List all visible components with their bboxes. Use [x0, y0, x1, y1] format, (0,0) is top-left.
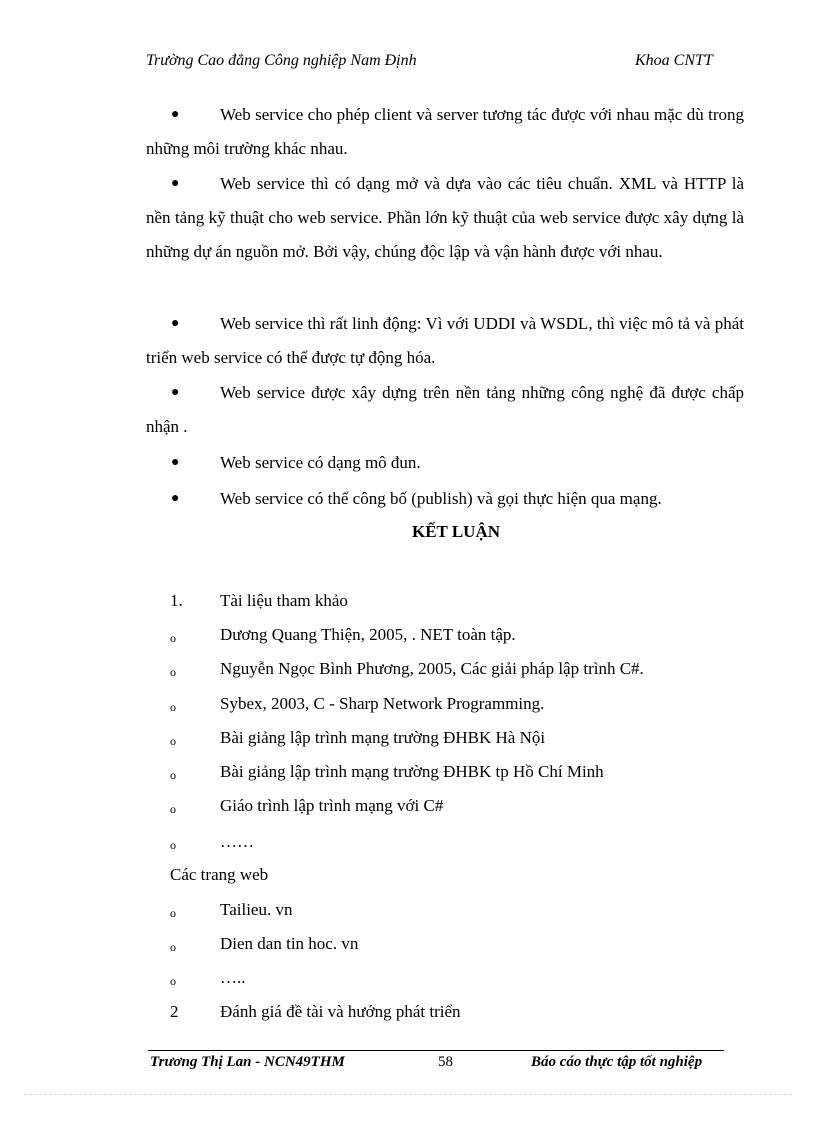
bullet-icon: ●: [171, 455, 180, 470]
bullet-text: Web service có thể công bố (publish) và gọi thực hiện qua mạng.: [220, 489, 662, 508]
list-item: [170, 931, 730, 957]
bullet-icon: ●: [171, 385, 180, 400]
bullet-text: Web service có dạng mô đun.: [220, 453, 421, 472]
circle-bullet-icon: o: [170, 940, 176, 954]
footer-divider: [148, 1050, 724, 1051]
circle-bullet-icon: o: [170, 906, 176, 920]
website-text: Dien dan tin hoc. vn: [220, 934, 359, 953]
circle-bullet-icon: o: [170, 665, 176, 679]
bullet-item: [146, 167, 744, 269]
header-faculty: Khoa CNTT: [635, 52, 713, 69]
footer-author: Trương Thị Lan - NCN49THM: [150, 1054, 345, 1070]
bullet-item: [146, 98, 744, 166]
page-break-divider: [24, 1094, 792, 1095]
bullet-item: [146, 307, 744, 375]
circle-bullet-icon: o: [170, 700, 176, 714]
list-item: [170, 656, 730, 682]
page-number: 58: [438, 1054, 453, 1070]
bullet-icon: ●: [171, 316, 180, 331]
bullet-text: Web service được xây dựng trên nền tảng những công nghệ đã được chấp nhận .: [146, 383, 744, 436]
websites-heading: Các trang web: [170, 865, 269, 884]
reference-text: ……: [220, 832, 254, 851]
list-item: [170, 829, 730, 855]
circle-bullet-icon: o: [170, 974, 176, 988]
bullet-text: Web service cho phép client và server tương tác được với nhau mặc dù trong những môi trường khác nhau.: [146, 105, 744, 158]
reference-text: Bài giảng lập trình mạng trường ĐHBK Hà Nội: [220, 728, 546, 747]
circle-bullet-icon: o: [170, 838, 176, 852]
references-heading-row: [170, 588, 730, 614]
list-item: [170, 622, 730, 648]
bullet-item: [146, 482, 744, 516]
circle-bullet-icon: o: [170, 802, 176, 816]
bullet-icon: ●: [171, 491, 180, 506]
list-item: [170, 965, 730, 991]
references-heading: Tài liệu tham khảo: [220, 591, 348, 610]
footer-report: Báo cáo thực tập tốt nghiệp: [531, 1054, 703, 1070]
page-footer: [150, 1054, 724, 1076]
reference-text: Nguyễn Ngọc Bình Phương, 2005, Các giải pháp lập trình C#.: [220, 659, 644, 678]
list-item: [170, 759, 730, 785]
list-item: [170, 725, 730, 751]
conclusion-title: KẾT LUẬN: [411, 522, 500, 541]
list-item: [170, 691, 730, 717]
reference-text: Giáo trình lập trình mạng với C#: [220, 796, 444, 815]
bullet-item: [146, 446, 744, 480]
website-text: …..: [220, 968, 246, 987]
circle-bullet-icon: o: [170, 768, 176, 782]
list-item: [170, 793, 730, 819]
bullet-item: [146, 376, 744, 444]
section-number: 1.: [170, 591, 183, 610]
section2-heading: Đánh giá đề tài và hướng phát triển: [220, 1002, 461, 1021]
circle-bullet-icon: o: [170, 734, 176, 748]
section2-row: [170, 999, 730, 1025]
website-text: Tailieu. vn: [220, 900, 293, 919]
circle-bullet-icon: o: [170, 631, 176, 645]
reference-text: Dương Quang Thiện, 2005, . NET toàn tập.: [220, 625, 516, 644]
reference-text: Bài giảng lập trình mạng trường ĐHBK tp Hồ Chí Minh: [220, 762, 604, 781]
bullet-text: Web service thì rất linh động: Vì với UDDI và WSDL, thì việc mô tả và phát triển web service có thể được tự động hóa.: [146, 314, 744, 367]
bullet-text: Web service thì có dạng mở và dựa vào các tiêu chuẩn. XML và HTTP là nền tảng kỹ thuật cho web service. Phần lớn kỹ thuật của web service được xây dựng là những dự án nguồn mở. Bởi vậy, chúng độc lập và vận hành được với nhau.: [146, 174, 744, 261]
bullet-icon: ●: [171, 176, 180, 191]
header-school: Trường Cao đẳng Công nghiệp Nam Định: [146, 52, 417, 69]
page-header: [146, 52, 726, 74]
reference-text: Sybex, 2003, C - Sharp Network Programming.: [220, 694, 545, 713]
bullet-icon: ●: [171, 107, 180, 122]
list-item: [170, 897, 730, 923]
section-number: 2: [170, 1002, 179, 1021]
